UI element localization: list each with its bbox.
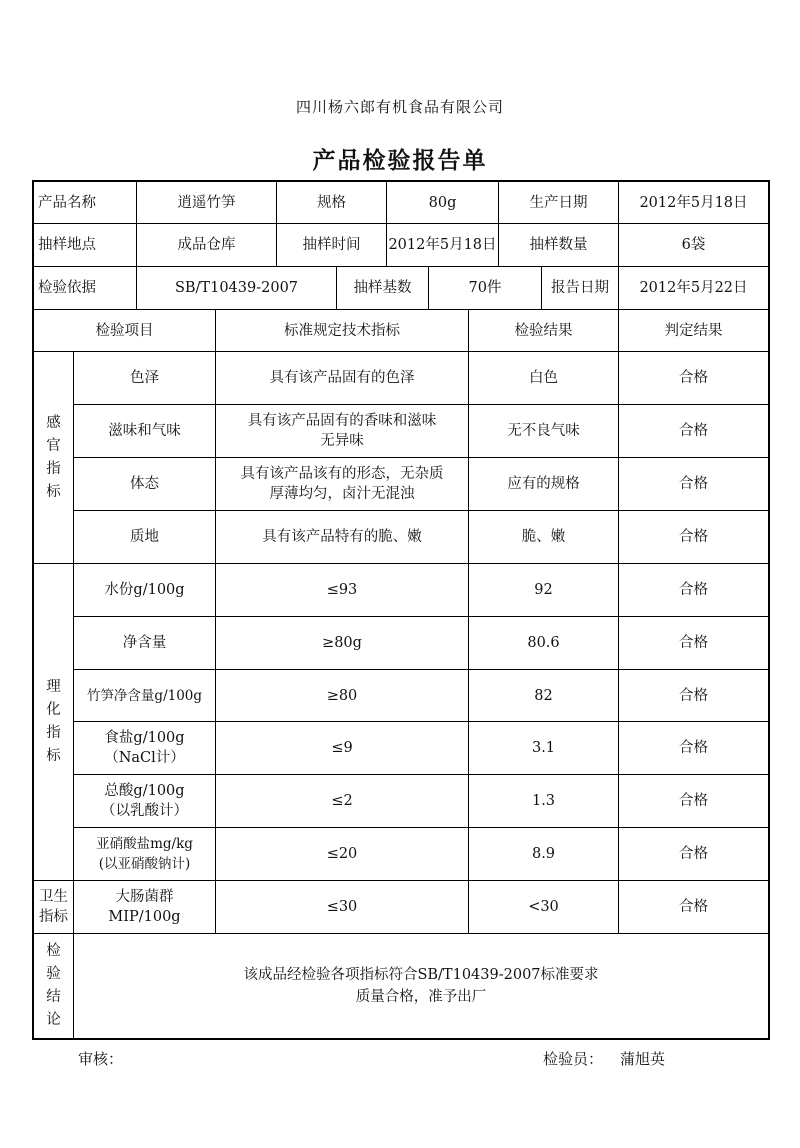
- row-item: 净含量: [74, 617, 216, 670]
- row-judgement: 合格: [619, 775, 768, 828]
- group-conclusion-label: 检 验 结 论: [34, 934, 74, 1038]
- row-judgement: 合格: [619, 828, 768, 881]
- row-judgement: 合格: [619, 352, 768, 405]
- row-item: 水份g/100g: [74, 564, 216, 617]
- sampling-time-label: 抽样时间: [277, 224, 387, 267]
- row-result: 无不良气味: [469, 405, 619, 458]
- product-name-label: 产品名称: [34, 182, 137, 224]
- sampling-base-label: 抽样基数: [337, 267, 429, 310]
- spec-value: 80g: [387, 182, 499, 224]
- row-judgement: 合格: [619, 511, 768, 564]
- spec-label: 规格: [277, 182, 387, 224]
- row-standard: ≤93: [216, 564, 469, 617]
- report-date-label: 报告日期: [542, 267, 619, 310]
- row-judgement: 合格: [619, 405, 768, 458]
- row-result: 白色: [469, 352, 619, 405]
- row-judgement: 合格: [619, 458, 768, 511]
- row-standard: ≤20: [216, 828, 469, 881]
- report-title: 产品检验报告单: [312, 147, 488, 174]
- row-result: 1.3: [469, 775, 619, 828]
- row-standard: 具有该产品该有的形态，无杂质 厚薄均匀，卤汁无混浊: [216, 458, 469, 511]
- row-item: 食盐g/100g （NaCl计）: [74, 722, 216, 775]
- basis-label: 检验依据: [34, 267, 137, 310]
- product-name-value: 逍遥竹笋: [137, 182, 277, 224]
- row-item: 大肠菌群 MIP/100g: [74, 881, 216, 934]
- row-standard: 具有该产品特有的脆、嫩: [216, 511, 469, 564]
- row-standard: ≤9: [216, 722, 469, 775]
- row-result: 应有的规格: [469, 458, 619, 511]
- row-result: 脆、嫩: [469, 511, 619, 564]
- row-item: 色泽: [74, 352, 216, 405]
- inspector-name: 蒲旭英: [620, 1050, 666, 1068]
- row-result: 80.6: [469, 617, 619, 670]
- row-judgement: 合格: [619, 722, 768, 775]
- inspector-label: 检验员：: [543, 1050, 604, 1068]
- row-judgement: 合格: [619, 564, 768, 617]
- group-physchem-label: 理 化 指 标: [34, 564, 74, 881]
- row-result: <30: [469, 881, 619, 934]
- row-standard: ≥80g: [216, 617, 469, 670]
- row-result: 3.1: [469, 722, 619, 775]
- row-standard: ≤30: [216, 881, 469, 934]
- row-item: 滋味和气味: [74, 405, 216, 458]
- sampling-quantity-value: 6袋: [619, 224, 768, 267]
- row-standard: 具有该产品固有的色泽: [216, 352, 469, 405]
- sampling-place-value: 成品仓库: [137, 224, 277, 267]
- header-result: 检验结果: [469, 310, 619, 352]
- header-judgement: 判定结果: [619, 310, 768, 352]
- row-result: 92: [469, 564, 619, 617]
- row-item: 竹笋净含量g/100g: [74, 670, 216, 722]
- company-name: 四川杨六郎有机食品有限公司: [295, 98, 504, 116]
- row-standard: 具有该产品固有的香味和滋味 无异味: [216, 405, 469, 458]
- header-item: 检验项目: [34, 310, 216, 352]
- conclusion-text: 该成品经检验各项指标符合SB/T10439-2007标准要求 质量合格，准予出厂: [243, 967, 599, 1005]
- group-sensory-label: 感 官 指 标: [34, 352, 74, 564]
- basis-value: SB/T10439-2007: [137, 267, 337, 310]
- row-item: 亚硝酸盐mg/kg (以亚硝酸钠计): [74, 828, 216, 881]
- row-result: 82: [469, 670, 619, 722]
- production-date-label: 生产日期: [499, 182, 619, 224]
- row-item: 质地: [74, 511, 216, 564]
- group-hygiene-label: 卫生 指标: [34, 881, 74, 934]
- reviewer-label: 审核：: [78, 1050, 124, 1068]
- row-judgement: 合格: [619, 670, 768, 722]
- row-item: 总酸g/100g （以乳酸计）: [74, 775, 216, 828]
- sampling-time-value: 2012年5月18日: [387, 224, 499, 267]
- header-standard: 标准规定技术指标: [216, 310, 469, 352]
- row-standard: ≥80: [216, 670, 469, 722]
- report-table: [32, 180, 770, 1040]
- row-result: 8.9: [469, 828, 619, 881]
- row-judgement: 合格: [619, 617, 768, 670]
- row-judgement: 合格: [619, 881, 768, 934]
- row-standard: ≤2: [216, 775, 469, 828]
- sampling-place-label: 抽样地点: [34, 224, 137, 267]
- row-item: 体态: [74, 458, 216, 511]
- report-date-value: 2012年5月22日: [619, 267, 768, 310]
- sampling-base-value: 70件: [429, 267, 542, 310]
- production-date-value: 2012年5月18日: [619, 182, 768, 224]
- sampling-quantity-label: 抽样数量: [499, 224, 619, 267]
